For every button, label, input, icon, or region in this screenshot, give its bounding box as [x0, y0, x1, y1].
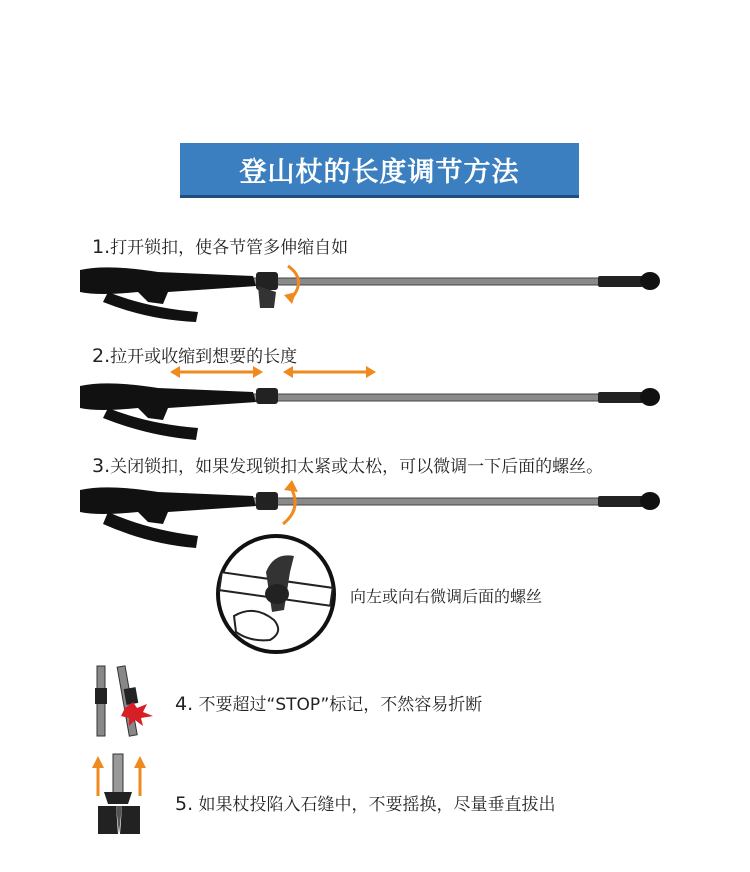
lock-lever-icon — [256, 388, 278, 404]
up-arrow-icon — [92, 756, 104, 796]
page-title: 登山杖的长度调节方法 — [180, 143, 579, 195]
trekking-pole-icon — [78, 478, 668, 558]
step-4-text: 4. 不要超过“STOP”标记，不然容易折断 — [175, 693, 483, 715]
lock-lever-icon — [256, 272, 278, 308]
double-arrow-icon — [170, 366, 263, 378]
trekking-pole-icon — [78, 262, 668, 332]
step-5-text: 5. 如果杖投陷入石缝中，不要摇换，尽量垂直拔出 — [175, 793, 556, 815]
double-arrow-icon — [283, 366, 376, 378]
zoom-caption: 向左或向右微调后面的螺丝 — [350, 587, 543, 606]
rock-crevice-icon — [88, 752, 158, 842]
step-1-text: 1.打开锁扣，使各节管多伸缩自如 — [92, 236, 349, 258]
step-2-text: 2.拉开或收缩到想要的长度 — [92, 345, 298, 367]
trekking-pole-icon — [78, 360, 668, 450]
lock-lever-icon — [256, 492, 278, 510]
hand-adjust-icon — [214, 532, 338, 656]
stop-mark-icon — [85, 660, 165, 740]
up-arrow-icon — [134, 756, 146, 796]
step-3-text: 3.关闭锁扣，如果发现锁扣太紧或太松，可以微调一下后面的螺丝。 — [92, 455, 604, 477]
